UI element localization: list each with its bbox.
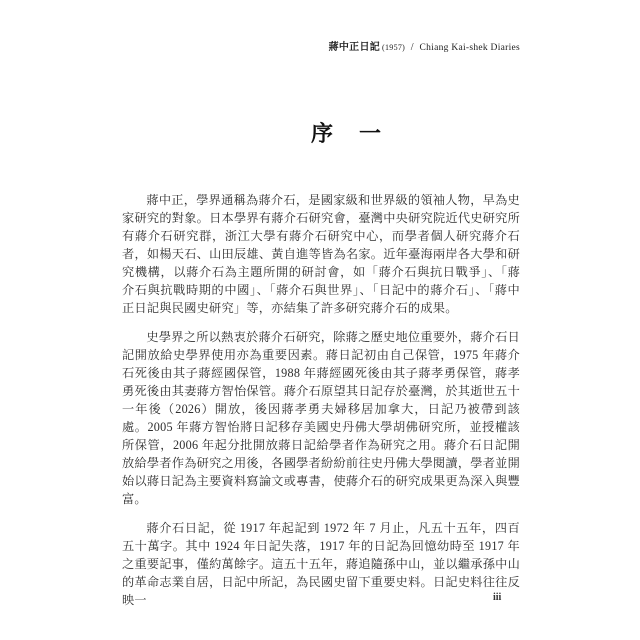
running-header-separator: / (410, 42, 414, 53)
page-number: iii (493, 592, 502, 603)
paragraph-2: 史學界之所以熱衷於蔣介石研究，除蔣之歷史地位重要外，蔣介石日記開放給史學界使用亦為重要因素。蔣日記初由自己保管，1975 年蔣介石死後由其子蔣經國保管，1988 年蔣經國死後由其子蔣孝勇保管，蔣孝勇死後由其妻蔣方智怡保管。蔣介石原望其日記存於臺灣，於其逝世五十一年後（2026）開放，後因蔣孝勇夫婦移居加拿大，日記乃被帶到該處。2005 年蔣方智怡將日記移存美國史丹佛大學胡佛研究所，並授權該所保管，2006 年起分批開放蔣日記給學者作為研究之用。蔣介石日記開放給學者作為研究之用後，各國學者紛紛前往史丹佛大學閱讀，學者並開始以蔣日記為主要資料寫論文或專書，使蔣介石的研究成果更為深入與豐富。 (122, 330, 520, 506)
preface-body (122, 191, 520, 620)
paragraph-3: 蔣介石日記，從 1917 年起記到 1972 年 7 月止，凡五十五年，四百五十萬字。其中 1924 年日記失落，1917 年的日記為回憶幼時至 1917 年之重要記事，僅約萬餘字。這五十五年，蔣追隨孫中山，並以繼承孫中山的革命志業自居，日記中所記，為民國史留下重要史料。日記史料往往反映一 (122, 521, 520, 607)
running-header-title-en: Chiang Kai-shek Diaries (419, 43, 520, 53)
preface-title: 序 一 (311, 121, 384, 146)
running-header-year: (1957) (382, 43, 406, 52)
paragraph-1: 蔣中正，學界通稱為蔣介石，是國家級和世界級的領袖人物，早為史家研究的對象。日本學界有蔣介石研究會，臺灣中央研究院近代史研究所有蔣介石研究群，浙江大學有蔣介石研究中心，而學者個人研究蔣介石者，如楊天石、山田辰雄、黃自進等皆為名家。近年臺海兩岸各大學和研究機構，以蔣介石為主題所開的研討會，如「蔣介石與抗日戰爭」、「蔣介石與抗戰時期的中國」、「蔣介石與世界」、「日記中的蔣介石」、「蔣中正日記與民國史研究」等，亦結集了許多研究蔣介石的成果。 (122, 193, 520, 315)
running-header (329, 38, 520, 53)
running-header-title-zh: 蔣中正日記 (328, 42, 381, 53)
